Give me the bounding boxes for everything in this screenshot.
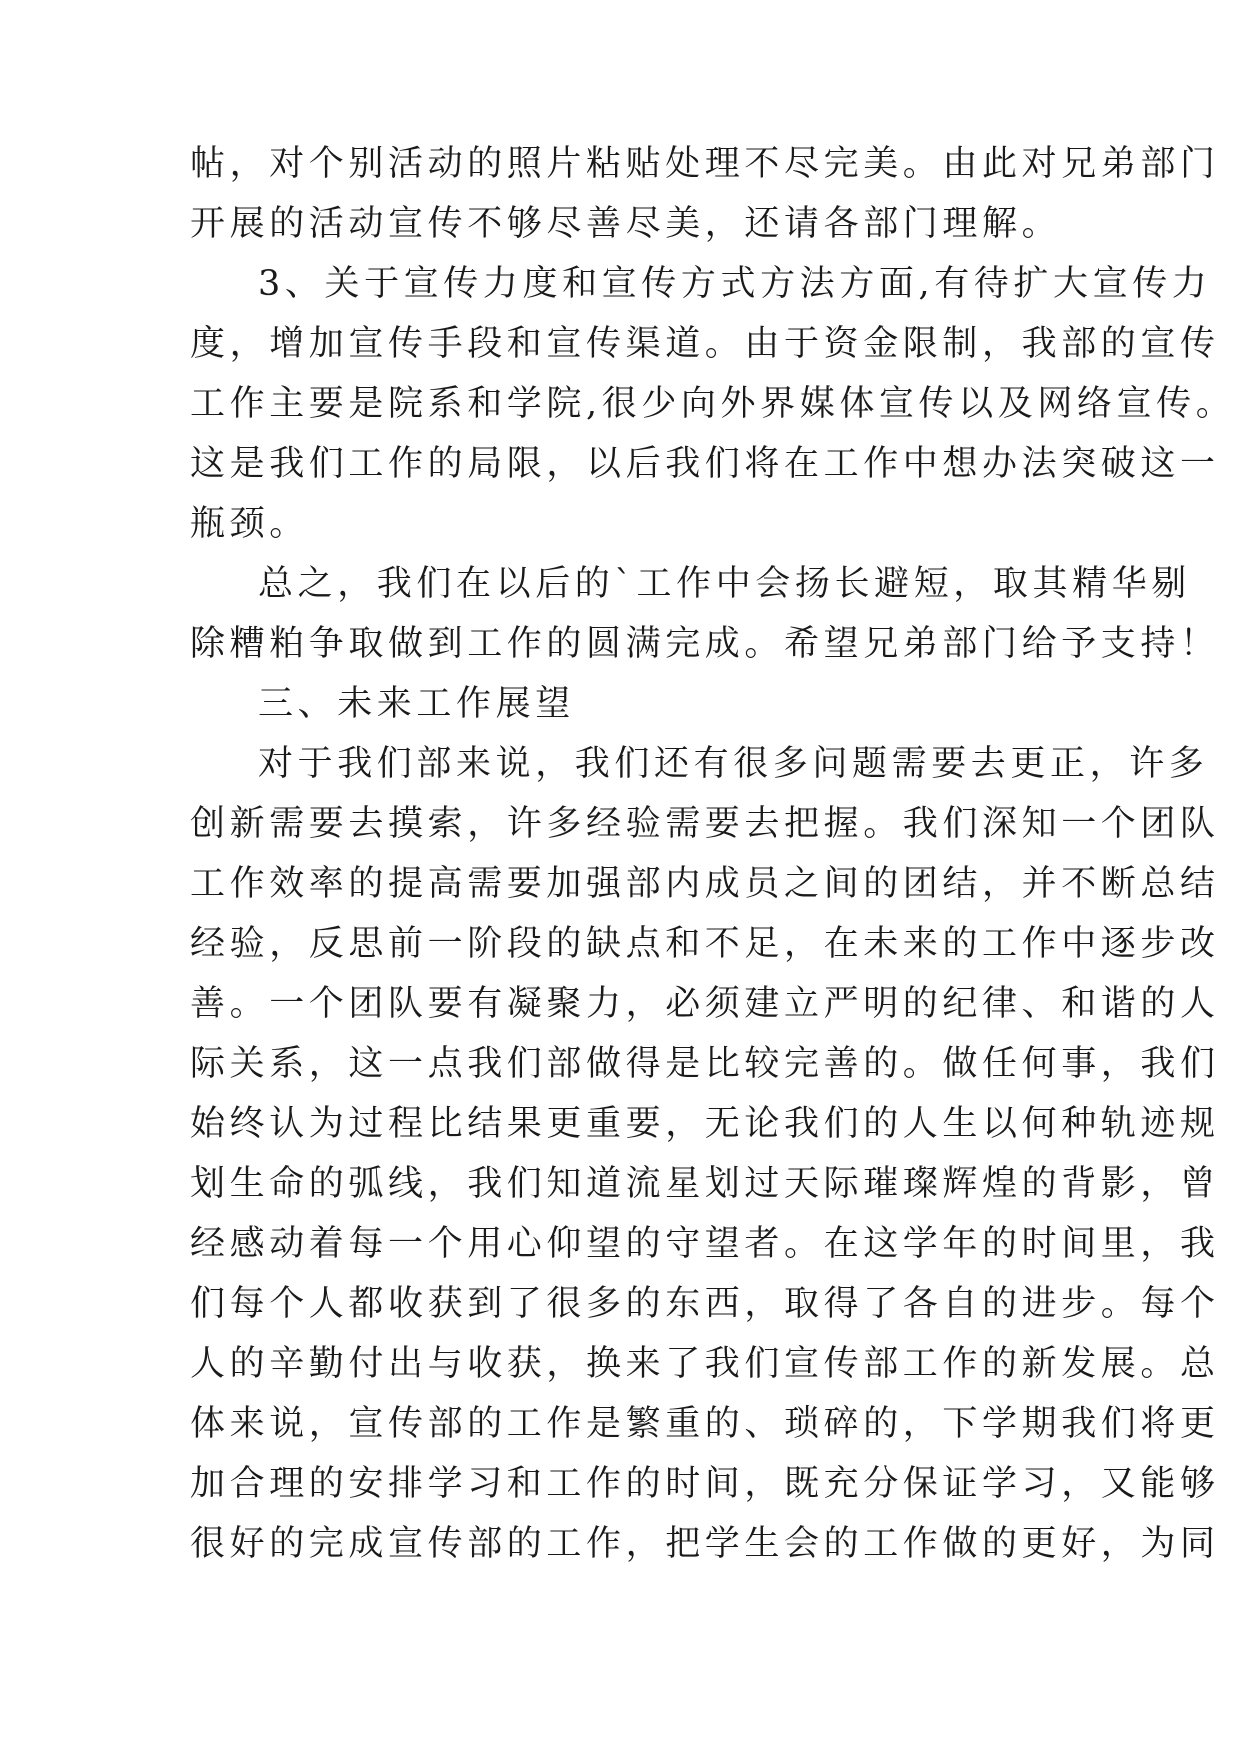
text-line: 工作效率的提高需要加强部内成员之间的团结，并不断总结 <box>190 864 1220 904</box>
text-line: 善。一个团队要有凝聚力，必须建立严明的纪律、和谐的人 <box>190 984 1220 1024</box>
text-line: 始终认为过程比结果更重要，无论我们的人生以何种轨迹规 <box>190 1104 1220 1144</box>
text-line: 很好的完成宣传部的工作，把学生会的工作做的更好，为同 <box>190 1524 1220 1564</box>
section-heading: 三、未来工作展望 <box>258 684 575 724</box>
text-line: 除糟粕争取做到工作的圆满完成。希望兄弟部门给予支持！ <box>190 624 1220 664</box>
text-line: 度，增加宣传手段和宣传渠道。由于资金限制，我部的宣传 <box>190 324 1220 364</box>
text-line: 加合理的安排学习和工作的时间，既充分保证学习，又能够 <box>190 1464 1220 1504</box>
text-line: 瓶颈。 <box>190 504 309 544</box>
text-line: 这是我们工作的局限，以后我们将在工作中想办法突破这一 <box>190 444 1220 484</box>
text-line: 工作主要是院系和学院,很少向外界媒体宣传以及网络宣传。 <box>190 384 1236 424</box>
text-line: 们每个人都收获到了很多的东西，取得了各自的进步。每个 <box>190 1284 1220 1324</box>
paragraph-first-line: 对于我们部来说，我们还有很多问题需要去更正，许多 <box>258 744 1209 784</box>
paragraph-first-line: 3、关于宣传力度和宣传方式方法方面,有待扩大宣传力 <box>258 264 1212 304</box>
text-line: 创新需要去摸索，许多经验需要去把握。我们深知一个团队 <box>190 804 1220 844</box>
text-line: 体来说，宣传部的工作是繁重的、琐碎的，下学期我们将更 <box>190 1404 1220 1444</box>
text-line: 人的辛勤付出与收获，换来了我们宣传部工作的新发展。总 <box>190 1344 1220 1384</box>
text-line: 际关系，这一点我们部做得是比较完善的。做任何事，我们 <box>190 1044 1220 1084</box>
text-line: 划生命的弧线，我们知道流星划过天际璀璨辉煌的背影，曾 <box>190 1164 1220 1204</box>
text-line: 开展的活动宣传不够尽善尽美，还请各部门理解。 <box>190 204 1062 244</box>
text-line: 经感动着每一个用心仰望的守望者。在这学年的时间里，我 <box>190 1224 1220 1264</box>
text-line: 经验，反思前一阶段的缺点和不足，在未来的工作中逐步改 <box>190 924 1220 964</box>
text-line: 帖，对个别活动的照片粘贴处理不尽完美。由此对兄弟部门 <box>190 144 1220 184</box>
paragraph-first-line: 总之，我们在以后的`工作中会扬长避短，取其精华剔 <box>258 564 1191 604</box>
